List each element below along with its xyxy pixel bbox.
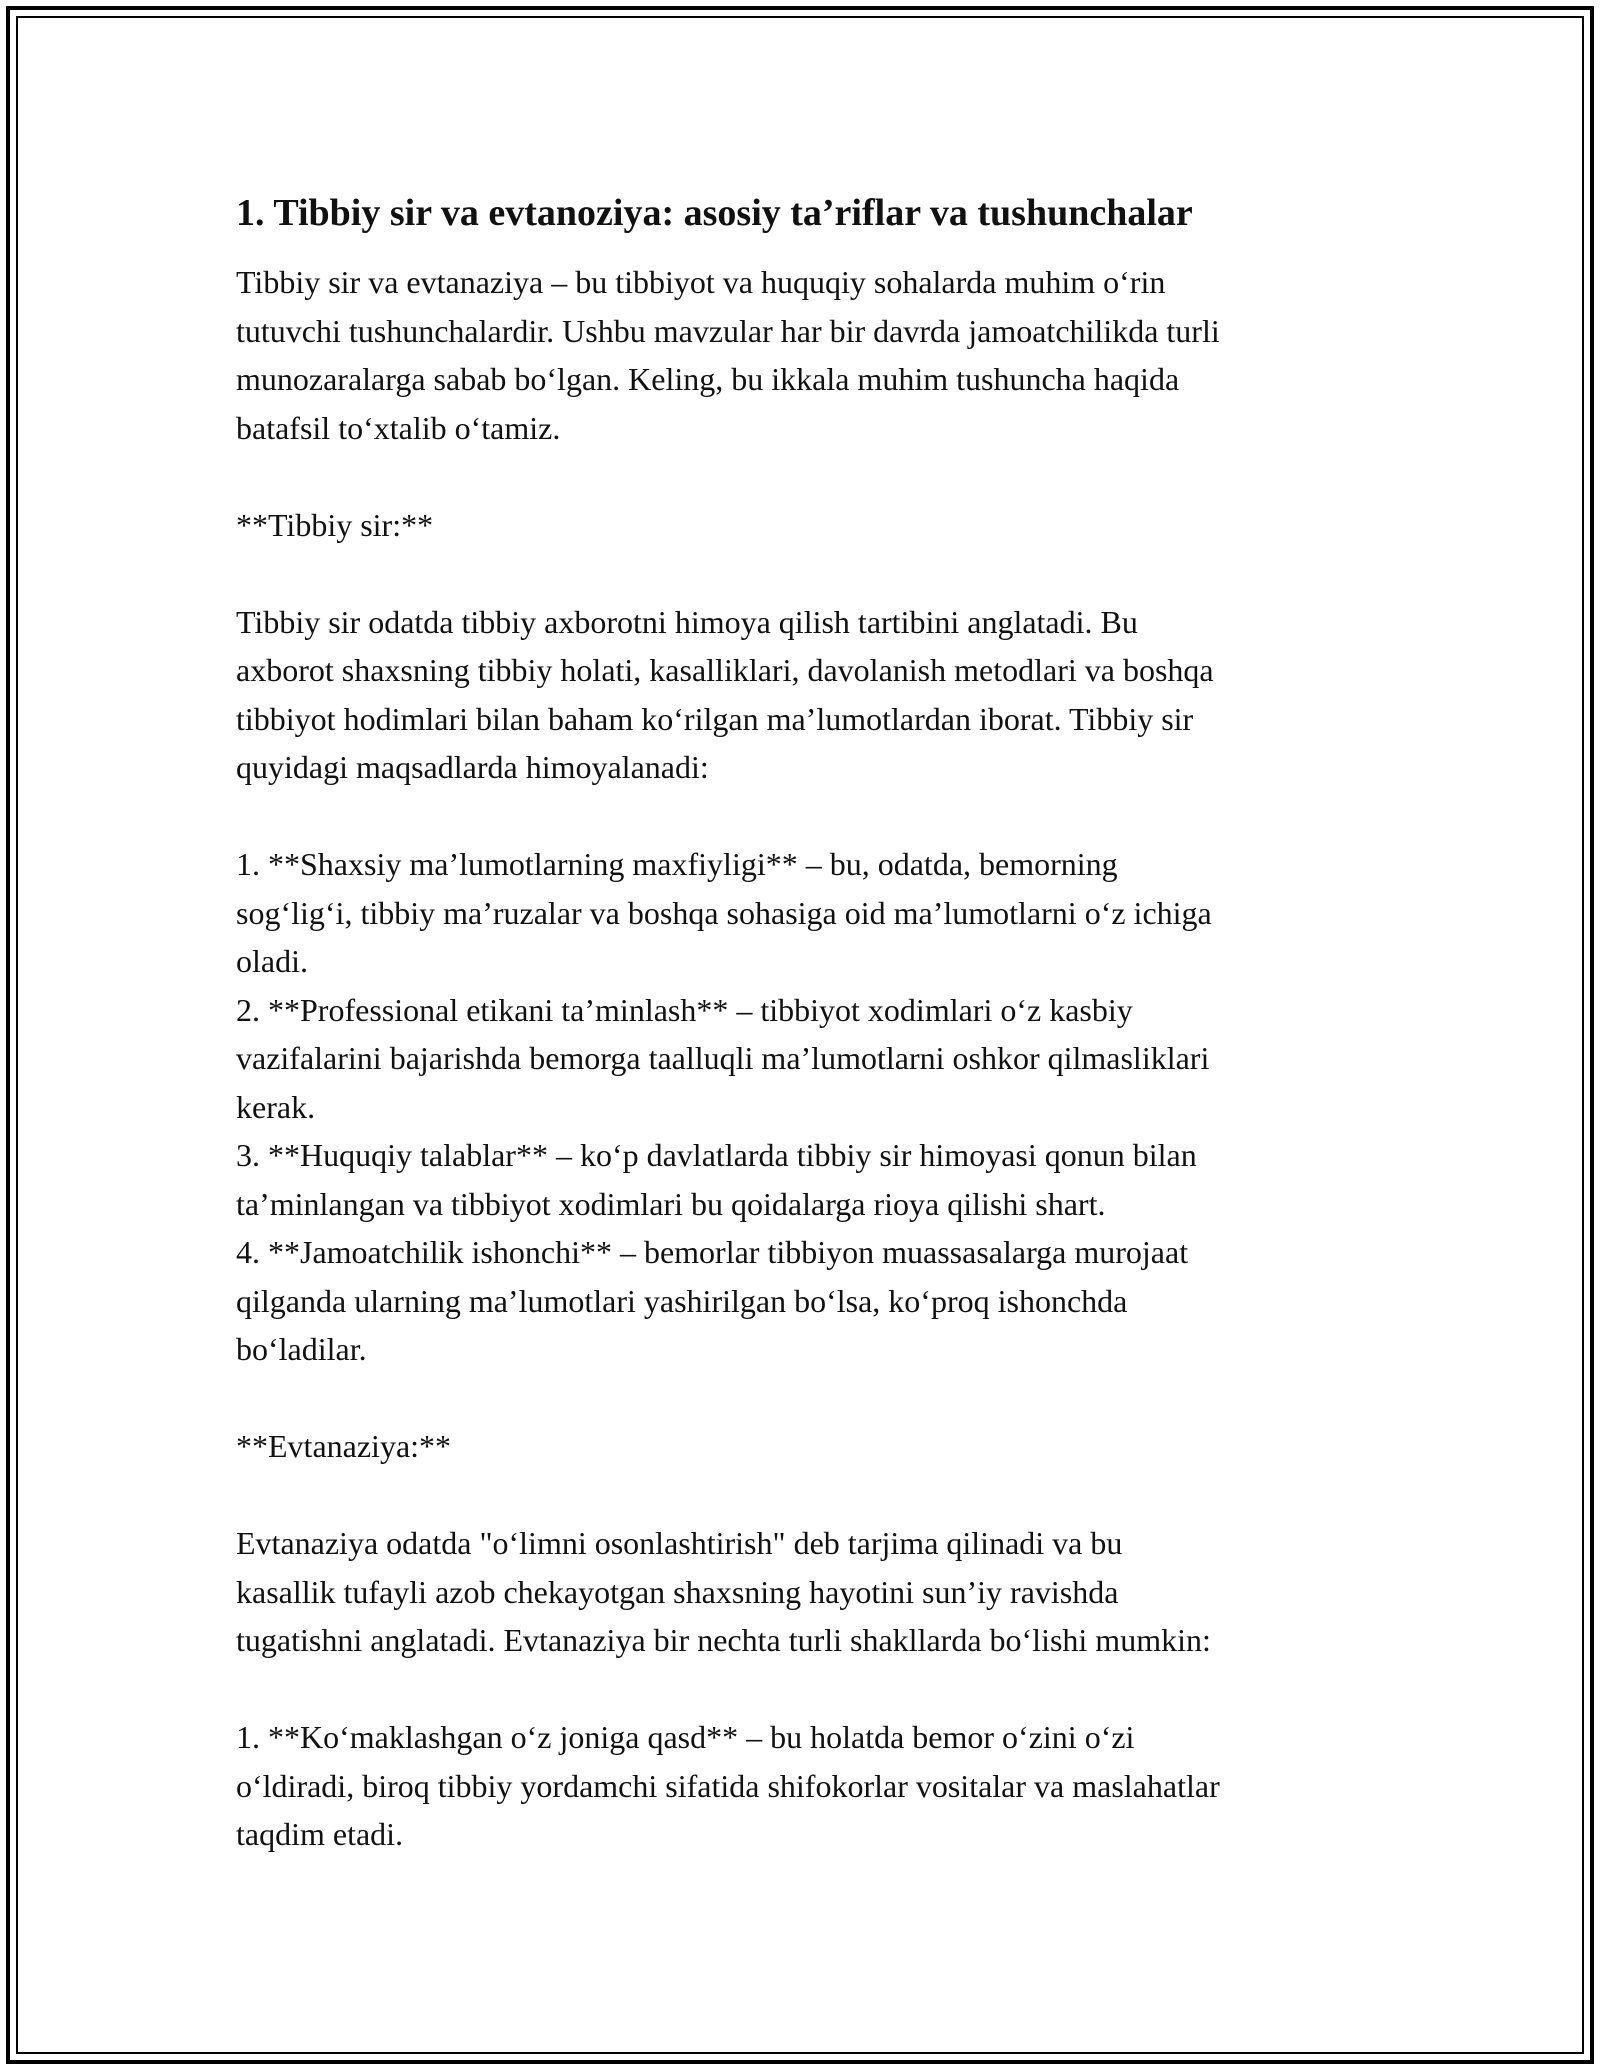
text-line: Tibbiy sir va evtanaziya – bu tibbiyot va huquqiy sohalarda muhim o‘rin <box>236 264 1166 300</box>
spacer <box>236 549 1386 598</box>
document-title: 1. Tibbiy sir va evtanoziya: asosiy ta’riflar va tushunchalar <box>236 192 1193 234</box>
text-line: tutuvchi tushunchalardir. Ushbu mavzular har bir davrda jamoatchilikda turli <box>236 312 1220 349</box>
list-item-line: vazifalarini bajarishda bemorga taalluqli ma’lumotlarni oshkor qilmasliklari <box>236 1040 1210 1076</box>
section-heading-evtanaziya: **Evtanaziya:** <box>236 1428 452 1464</box>
list-item-line: qilganda ularning ma’lumotlari yashirilgan bo‘lsa, ko‘proq ishonchda <box>236 1282 1128 1319</box>
list-item-line: kerak. <box>236 1088 316 1125</box>
spacer <box>236 452 1386 501</box>
text-line: kasallik tufayli azob chekayotgan shaxsning hayotini sun’iy ravishda <box>236 1573 1119 1610</box>
text-line: batafsil to‘xtalib o‘tamiz. <box>236 409 561 446</box>
intro-paragraph <box>236 258 1386 452</box>
document-page <box>236 188 1386 1859</box>
tibbiy-sir-paragraph <box>236 598 1386 792</box>
tibbiy-sir-list <box>236 840 1386 1374</box>
list-item-line: 2. **Professional etikani ta’minlash** – tibbiyot xodimlari o‘z kasbiy <box>236 991 1133 1028</box>
list-item-line: o‘ldiradi, biroq tibbiy yordamchi sifatida shifokorlar vositalar va maslahatlar <box>236 1767 1220 1804</box>
spacer <box>236 792 1386 841</box>
text-line: tugatishni anglatadi. Evtanaziya bir nechta turli shakllarda bo‘lishi mumkin: <box>236 1622 1211 1658</box>
list-item-line: taqdim etadi. <box>236 1816 404 1852</box>
text-line: Evtanaziya odatda "o‘limni osonlashtirish" deb tarjima qilinadi va bu <box>236 1525 1123 1561</box>
text-line: quyidagi maqsadlarda himoyalanadi: <box>236 749 709 785</box>
list-item-line: 3. **Huquqiy talablar** – ko‘p davlatlarda tibbiy sir himoyasi qonun bilan <box>236 1137 1197 1173</box>
list-item-line: sog‘lig‘i, tibbiy ma’ruzalar va boshqa sohasiga oid ma’lumotlarni o‘z ichiga <box>236 894 1212 931</box>
text-line: munozaralarga sabab bo‘lgan. Keling, bu ikkala muhim tushuncha haqida <box>236 361 1180 397</box>
text-line: Tibbiy sir odatda tibbiy axborotni himoya qilish tartibini anglatadi. Bu <box>236 603 1138 640</box>
text-line: axborot shaxsning tibbiy holati, kasalliklari, davolanish metodlari va boshqa <box>236 652 1214 688</box>
list-item-line: 1. **Shaxsiy ma’lumotlarning maxfiyligi** – bu, odatda, bemorning <box>236 846 1118 882</box>
section-heading-tibbiy-sir: **Tibbiy sir:** <box>236 506 434 543</box>
spacer <box>236 1471 1386 1520</box>
list-item-line: 1. **Ko‘maklashgan o‘z joniga qasd** – bu holatda bemor o‘zini o‘zi <box>236 1719 1135 1755</box>
text-line: tibbiyot hodimlari bilan baham ko‘rilgan ma’lumotlardan iborat. Tibbiy sir <box>236 700 1194 737</box>
spacer <box>236 1374 1386 1423</box>
list-item-line: bo‘ladilar. <box>236 1331 367 1367</box>
list-item-line: oladi. <box>236 943 308 979</box>
evtanaziya-list <box>236 1713 1386 1859</box>
list-item-line: 4. **Jamoatchilik ishonchi** – bemorlar tibbiyon muassasalarga murojaat <box>236 1234 1189 1270</box>
spacer <box>236 1665 1386 1714</box>
list-item-line: ta’minlangan va tibbiyot xodimlari bu qoidalarga rioya qilishi shart. <box>236 1185 1106 1222</box>
evtanaziya-paragraph <box>236 1519 1386 1665</box>
